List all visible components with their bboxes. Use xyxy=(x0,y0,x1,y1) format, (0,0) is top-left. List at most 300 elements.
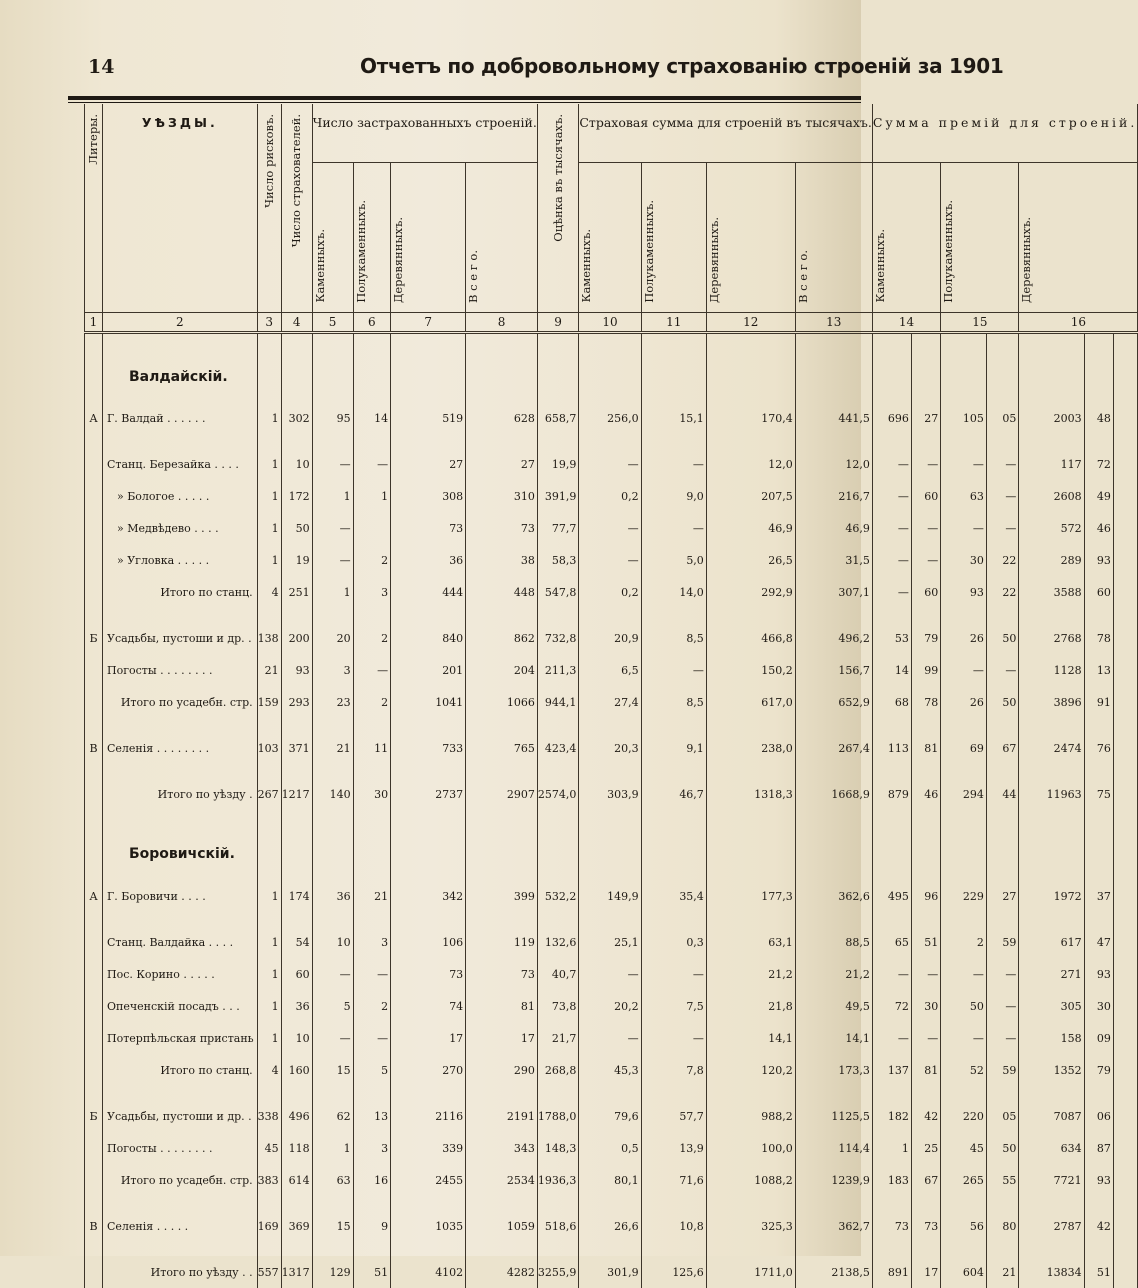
value-cell-c15k: — xyxy=(986,512,1019,544)
value-cell-c12: 26,5 xyxy=(706,544,795,576)
insurance-table xyxy=(84,104,1138,1288)
value-cell-c11: 125,6 xyxy=(641,1256,706,1288)
empty-cell xyxy=(281,912,312,926)
value-cell-c14k: 25 xyxy=(911,1132,940,1164)
value-cell-c14r: 53 xyxy=(872,622,911,654)
value-cell-c13: 88,5 xyxy=(795,926,872,958)
value-cell-c6 xyxy=(353,512,391,544)
value-cell-c11: 35,4 xyxy=(641,880,706,912)
value-cell-c5: 15 xyxy=(312,1054,353,1086)
empty-cell xyxy=(1084,912,1113,926)
value-cell-c10: 25,1 xyxy=(579,926,641,958)
value-cell-c3: 1 xyxy=(257,926,281,958)
value-cell-c15k: — xyxy=(986,958,1019,990)
empty-cell xyxy=(281,810,312,880)
value-cell-c16k: 47 xyxy=(1084,926,1113,958)
value-cell-c6: 1 xyxy=(353,480,391,512)
value-cell-c6: 2 xyxy=(353,990,391,1022)
empty-cell xyxy=(1019,434,1084,448)
empty-cell xyxy=(1084,1196,1113,1210)
table-body xyxy=(85,332,1138,1288)
row-name: Усадьбы, пустоши и др. . xyxy=(103,1100,258,1132)
col-sum-vsego: В с е г о. xyxy=(795,162,872,312)
value-cell-c15k: 55 xyxy=(986,1164,1019,1196)
col-derev: Деревянныхъ. xyxy=(391,162,466,312)
table-header xyxy=(85,104,1138,332)
empty-cell xyxy=(986,434,1019,448)
litera-cell xyxy=(85,926,103,958)
empty-cell xyxy=(312,1086,353,1100)
empty-cell xyxy=(1084,332,1113,402)
value-cell-c9: 547,8 xyxy=(537,576,579,608)
litera-cell: Б xyxy=(85,1100,103,1132)
value-cell-c9: 19,9 xyxy=(537,448,579,480)
value-cell-c7: 840 xyxy=(391,622,466,654)
value-cell-c7: 2737 xyxy=(391,778,466,810)
value-cell-c7: 2116 xyxy=(391,1100,466,1132)
table-row xyxy=(85,402,1138,434)
table-row xyxy=(85,732,1138,764)
value-cell-c8: 862 xyxy=(466,622,538,654)
value-cell-c12: 100,0 xyxy=(706,1132,795,1164)
empty-cell xyxy=(257,912,281,926)
value-cell-c14r: — xyxy=(872,544,911,576)
empty-cell xyxy=(941,912,987,926)
value-cell-c3: 1 xyxy=(257,990,281,1022)
empty-cell xyxy=(641,912,706,926)
empty-cell xyxy=(641,608,706,622)
col-vsego: В с е г о. xyxy=(466,162,538,312)
value-cell-c5: 21 xyxy=(312,732,353,764)
value-cell-c13: 1125,5 xyxy=(795,1100,872,1132)
value-cell-c12: 120,2 xyxy=(706,1054,795,1086)
empty-cell xyxy=(1113,448,1137,480)
value-cell-c16r: 158 xyxy=(1019,1022,1084,1054)
col-sum-polukam: Полукаменныхъ. xyxy=(641,162,706,312)
empty-cell xyxy=(353,434,391,448)
value-cell-c6: 9 xyxy=(353,1210,391,1242)
empty-cell xyxy=(872,764,911,778)
value-cell-c10: 80,1 xyxy=(579,1164,641,1196)
value-cell-c16k: 09 xyxy=(1084,1022,1113,1054)
value-cell-c6: 21 xyxy=(353,880,391,912)
header-rule-thin xyxy=(68,102,861,103)
value-cell-c8: 38 xyxy=(466,544,538,576)
value-cell-c8: 27 xyxy=(466,448,538,480)
empty-cell xyxy=(312,912,353,926)
empty-cell xyxy=(281,332,312,402)
value-cell-c14r: 137 xyxy=(872,1054,911,1086)
value-cell-c13: 1668,9 xyxy=(795,778,872,810)
value-cell-c6: 3 xyxy=(353,926,391,958)
empty-cell xyxy=(941,764,987,778)
empty-cell xyxy=(103,764,258,778)
value-cell-c16k: 93 xyxy=(1084,544,1113,576)
value-cell-c15r: — xyxy=(941,512,987,544)
value-cell-c16k: 42 xyxy=(1084,1210,1113,1242)
empty-cell xyxy=(537,718,579,732)
empty-cell xyxy=(1113,1164,1137,1196)
empty-cell xyxy=(1084,608,1113,622)
value-cell-c3: 1 xyxy=(257,402,281,434)
value-cell-c12: 150,2 xyxy=(706,654,795,686)
value-cell-c3: 103 xyxy=(257,732,281,764)
value-cell-c6: — xyxy=(353,1022,391,1054)
table-row xyxy=(85,512,1138,544)
empty-cell xyxy=(1113,926,1137,958)
empty-cell xyxy=(391,608,466,622)
value-cell-c11: 15,1 xyxy=(641,402,706,434)
value-cell-c10: 301,9 xyxy=(579,1256,641,1288)
value-cell-c8: 2191 xyxy=(466,1100,538,1132)
value-cell-c15r: 229 xyxy=(941,880,987,912)
value-cell-c7: 17 xyxy=(391,1022,466,1054)
table-row xyxy=(85,1210,1138,1242)
empty-cell xyxy=(466,912,538,926)
empty-cell xyxy=(257,1196,281,1210)
value-cell-c16r: 11963 xyxy=(1019,778,1084,810)
value-cell-c4: 118 xyxy=(281,1132,312,1164)
empty-cell xyxy=(795,332,872,402)
value-cell-c16k: 37 xyxy=(1084,880,1113,912)
value-cell-c9: 21,7 xyxy=(537,1022,579,1054)
value-cell-c3: 1 xyxy=(257,544,281,576)
value-cell-c14r: — xyxy=(872,958,911,990)
value-cell-c7: 36 xyxy=(391,544,466,576)
empty-cell xyxy=(579,332,641,402)
value-cell-c15r: 2 xyxy=(941,926,987,958)
value-cell-c7: 74 xyxy=(391,990,466,1022)
empty-cell xyxy=(312,1196,353,1210)
value-cell-c14k: 67 xyxy=(911,1164,940,1196)
value-cell-c8: 1066 xyxy=(466,686,538,718)
col-polukam: Полукаменныхъ. xyxy=(353,162,391,312)
empty-cell xyxy=(1113,332,1137,402)
value-cell-c15r: — xyxy=(941,958,987,990)
value-cell-c5: 1 xyxy=(312,1132,353,1164)
value-cell-c7: 444 xyxy=(391,576,466,608)
value-cell-c15r: 45 xyxy=(941,1132,987,1164)
empty-cell xyxy=(85,1086,103,1100)
value-cell-c16k: 30 xyxy=(1084,990,1113,1022)
empty-cell xyxy=(537,1086,579,1100)
row-name: » Угловка . . . . . xyxy=(103,544,258,576)
litera-cell: В xyxy=(85,732,103,764)
empty-cell xyxy=(706,764,795,778)
value-cell-c14r: 14 xyxy=(872,654,911,686)
value-cell-c8: 310 xyxy=(466,480,538,512)
value-cell-c15r: 105 xyxy=(941,402,987,434)
empty-cell xyxy=(911,912,940,926)
value-cell-c14k: 81 xyxy=(911,732,940,764)
value-cell-c7: 4102 xyxy=(391,1256,466,1288)
column-number: 8 xyxy=(466,312,538,332)
empty-cell xyxy=(579,434,641,448)
value-cell-c10: 303,9 xyxy=(579,778,641,810)
value-cell-c13: 307,1 xyxy=(795,576,872,608)
empty-cell xyxy=(85,434,103,448)
value-cell-c6: 30 xyxy=(353,778,391,810)
empty-cell xyxy=(986,1196,1019,1210)
empty-cell xyxy=(1019,1086,1084,1100)
value-cell-c11: 9,0 xyxy=(641,480,706,512)
empty-cell xyxy=(986,608,1019,622)
value-cell-c9: 518,6 xyxy=(537,1210,579,1242)
column-number: 9 xyxy=(537,312,579,332)
value-cell-c15k: 22 xyxy=(986,576,1019,608)
value-cell-c14r: 72 xyxy=(872,990,911,1022)
empty-cell xyxy=(706,332,795,402)
empty-cell xyxy=(466,1086,538,1100)
value-cell-c16k: 79 xyxy=(1084,1054,1113,1086)
value-cell-c15r: 26 xyxy=(941,622,987,654)
value-cell-c12: 988,2 xyxy=(706,1100,795,1132)
empty-cell xyxy=(911,810,940,880)
value-cell-c14k: 51 xyxy=(911,926,940,958)
value-cell-c9: 423,4 xyxy=(537,732,579,764)
value-cell-c11: 8,5 xyxy=(641,622,706,654)
empty-cell xyxy=(641,764,706,778)
value-cell-c11: 7,5 xyxy=(641,990,706,1022)
empty-cell xyxy=(1113,1256,1137,1288)
table-row xyxy=(85,1256,1138,1288)
empty-cell xyxy=(1019,608,1084,622)
value-cell-c15k: 59 xyxy=(986,926,1019,958)
value-cell-c5: 129 xyxy=(312,1256,353,1288)
empty-cell xyxy=(466,332,538,402)
litera-cell xyxy=(85,654,103,686)
value-cell-c9: 658,7 xyxy=(537,402,579,434)
empty-cell xyxy=(795,608,872,622)
value-cell-c14r: — xyxy=(872,1022,911,1054)
value-cell-c12: 617,0 xyxy=(706,686,795,718)
value-cell-c9: 268,8 xyxy=(537,1054,579,1086)
empty-cell xyxy=(1084,1242,1113,1256)
column-number: 7 xyxy=(391,312,466,332)
value-cell-c15k: 80 xyxy=(986,1210,1019,1242)
value-cell-c15k: 05 xyxy=(986,1100,1019,1132)
section-header-row xyxy=(85,810,1138,880)
value-cell-c15k: — xyxy=(986,654,1019,686)
value-cell-c7: 201 xyxy=(391,654,466,686)
spacer-row xyxy=(85,1196,1138,1210)
value-cell-c7: 1041 xyxy=(391,686,466,718)
empty-cell xyxy=(641,810,706,880)
column-number: 12 xyxy=(706,312,795,332)
value-cell-c14r: 891 xyxy=(872,1256,911,1288)
value-cell-c16k: 60 xyxy=(1084,576,1113,608)
value-cell-c9: 1936,3 xyxy=(537,1164,579,1196)
empty-cell xyxy=(257,332,281,402)
col-strahovateley: Число страхователей. xyxy=(281,104,312,312)
value-cell-c11: 13,9 xyxy=(641,1132,706,1164)
value-cell-c5: 1 xyxy=(312,576,353,608)
empty-cell xyxy=(281,608,312,622)
empty-cell xyxy=(986,1242,1019,1256)
table-row xyxy=(85,448,1138,480)
row-name: Селенія . . . . . . . . xyxy=(103,732,258,764)
empty-cell xyxy=(872,718,911,732)
value-cell-c3: 138 xyxy=(257,622,281,654)
value-cell-c6: 2 xyxy=(353,622,391,654)
empty-cell xyxy=(257,718,281,732)
value-cell-c13: 441,5 xyxy=(795,402,872,434)
empty-cell xyxy=(1113,686,1137,718)
value-cell-c14r: — xyxy=(872,480,911,512)
value-cell-c3: 1 xyxy=(257,1022,281,1054)
empty-cell xyxy=(1113,1210,1137,1242)
empty-cell xyxy=(257,810,281,880)
empty-cell xyxy=(257,764,281,778)
value-cell-c13: 362,7 xyxy=(795,1210,872,1242)
value-cell-c15r: 50 xyxy=(941,990,987,1022)
value-cell-c12: 1318,3 xyxy=(706,778,795,810)
value-cell-c6: 51 xyxy=(353,1256,391,1288)
value-cell-c10: 0,2 xyxy=(579,480,641,512)
value-cell-c10: 20,9 xyxy=(579,622,641,654)
empty-cell xyxy=(391,1086,466,1100)
column-number: 13 xyxy=(795,312,872,332)
empty-cell xyxy=(353,608,391,622)
empty-cell xyxy=(1113,912,1137,926)
value-cell-c10: — xyxy=(579,958,641,990)
value-cell-c12: 1711,0 xyxy=(706,1256,795,1288)
value-cell-c15k: 59 xyxy=(986,1054,1019,1086)
value-cell-c14k: 27 xyxy=(911,402,940,434)
empty-cell xyxy=(872,434,911,448)
value-cell-c14k: — xyxy=(911,958,940,990)
value-cell-c12: 12,0 xyxy=(706,448,795,480)
empty-cell xyxy=(795,1196,872,1210)
empty-cell xyxy=(391,1242,466,1256)
litera-cell xyxy=(85,990,103,1022)
value-cell-c10: 20,3 xyxy=(579,732,641,764)
value-cell-c14k: 78 xyxy=(911,686,940,718)
empty-cell xyxy=(872,912,911,926)
table-row xyxy=(85,926,1138,958)
value-cell-c11: 71,6 xyxy=(641,1164,706,1196)
empty-cell xyxy=(537,764,579,778)
value-cell-c12: 14,1 xyxy=(706,1022,795,1054)
value-cell-c16k: 93 xyxy=(1084,958,1113,990)
table-row xyxy=(85,1100,1138,1132)
column-number: 16 xyxy=(1019,312,1138,332)
empty-cell xyxy=(281,764,312,778)
empty-cell xyxy=(706,1086,795,1100)
value-cell-c16k: 91 xyxy=(1084,686,1113,718)
value-cell-c4: 54 xyxy=(281,926,312,958)
empty-cell xyxy=(941,1086,987,1100)
value-cell-c14k: 30 xyxy=(911,990,940,1022)
empty-cell xyxy=(579,718,641,732)
column-number: 11 xyxy=(641,312,706,332)
empty-cell xyxy=(1019,332,1084,402)
row-name: Г. Валдай . . . . . . xyxy=(103,402,258,434)
value-cell-c5: — xyxy=(312,544,353,576)
empty-cell xyxy=(1113,1086,1137,1100)
value-cell-c13: 156,7 xyxy=(795,654,872,686)
value-cell-c5: 95 xyxy=(312,402,353,434)
value-cell-c8: 765 xyxy=(466,732,538,764)
value-cell-c4: 369 xyxy=(281,1210,312,1242)
empty-cell xyxy=(911,764,940,778)
group-premium: Сумма премій для строеній. xyxy=(872,104,1138,162)
empty-cell xyxy=(257,1242,281,1256)
value-cell-c3: 45 xyxy=(257,1132,281,1164)
col-sum-derev: Деревянныхъ. xyxy=(706,162,795,312)
empty-cell xyxy=(281,718,312,732)
empty-cell xyxy=(1113,810,1137,880)
empty-cell xyxy=(353,1242,391,1256)
empty-cell xyxy=(391,1196,466,1210)
row-name: Потерпѣльская пристань xyxy=(103,1022,258,1054)
value-cell-c16k: 72 xyxy=(1084,448,1113,480)
value-cell-c4: 200 xyxy=(281,622,312,654)
value-cell-c9: 2574,0 xyxy=(537,778,579,810)
empty-cell xyxy=(986,810,1019,880)
empty-cell xyxy=(312,1242,353,1256)
empty-cell xyxy=(537,810,579,880)
empty-cell xyxy=(257,1086,281,1100)
empty-cell xyxy=(706,1196,795,1210)
value-cell-c15k: 44 xyxy=(986,778,1019,810)
empty-cell xyxy=(466,608,538,622)
empty-cell xyxy=(1113,1022,1137,1054)
empty-cell xyxy=(1019,718,1084,732)
spacer-row xyxy=(85,434,1138,448)
value-cell-c6: 11 xyxy=(353,732,391,764)
value-cell-c15k: — xyxy=(986,480,1019,512)
value-cell-c11: — xyxy=(641,512,706,544)
value-cell-c8: 73 xyxy=(466,512,538,544)
column-number: 15 xyxy=(941,312,1019,332)
empty-cell xyxy=(1113,1196,1137,1210)
value-cell-c3: 4 xyxy=(257,1054,281,1086)
value-cell-c8: 448 xyxy=(466,576,538,608)
empty-cell xyxy=(1019,810,1084,880)
value-cell-c16r: 289 xyxy=(1019,544,1084,576)
value-cell-c4: 93 xyxy=(281,654,312,686)
row-name: Станц. Березайка . . . . xyxy=(103,448,258,480)
table-row xyxy=(85,686,1138,718)
empty-cell xyxy=(312,764,353,778)
value-cell-c6: — xyxy=(353,958,391,990)
value-cell-c5: 3 xyxy=(312,654,353,686)
value-cell-c14r: — xyxy=(872,512,911,544)
value-cell-c14r: — xyxy=(872,448,911,480)
empty-cell xyxy=(579,912,641,926)
litera-cell: А xyxy=(85,402,103,434)
empty-cell xyxy=(941,1196,987,1210)
empty-cell xyxy=(1113,512,1137,544)
spacer-row xyxy=(85,1086,1138,1100)
running-title: Отчетъ по добровольному страхованію строеній за 1901 xyxy=(360,54,1004,78)
value-cell-c16k: 76 xyxy=(1084,732,1113,764)
value-cell-c10: 26,6 xyxy=(579,1210,641,1242)
value-cell-c4: 10 xyxy=(281,448,312,480)
value-cell-c15k: 05 xyxy=(986,402,1019,434)
group-sum: Страховая сумма для строеній въ тысячахъ. xyxy=(579,104,872,162)
value-cell-c16r: 3588 xyxy=(1019,576,1084,608)
empty-cell xyxy=(466,764,538,778)
value-cell-c5: 63 xyxy=(312,1164,353,1196)
value-cell-c7: 270 xyxy=(391,1054,466,1086)
empty-cell xyxy=(706,810,795,880)
empty-cell xyxy=(579,764,641,778)
value-cell-c4: 614 xyxy=(281,1164,312,1196)
col-otsenka: Оцѣнка въ тысячахъ. xyxy=(537,104,579,312)
col-prem-derev: Деревянныхъ. xyxy=(1019,162,1138,312)
